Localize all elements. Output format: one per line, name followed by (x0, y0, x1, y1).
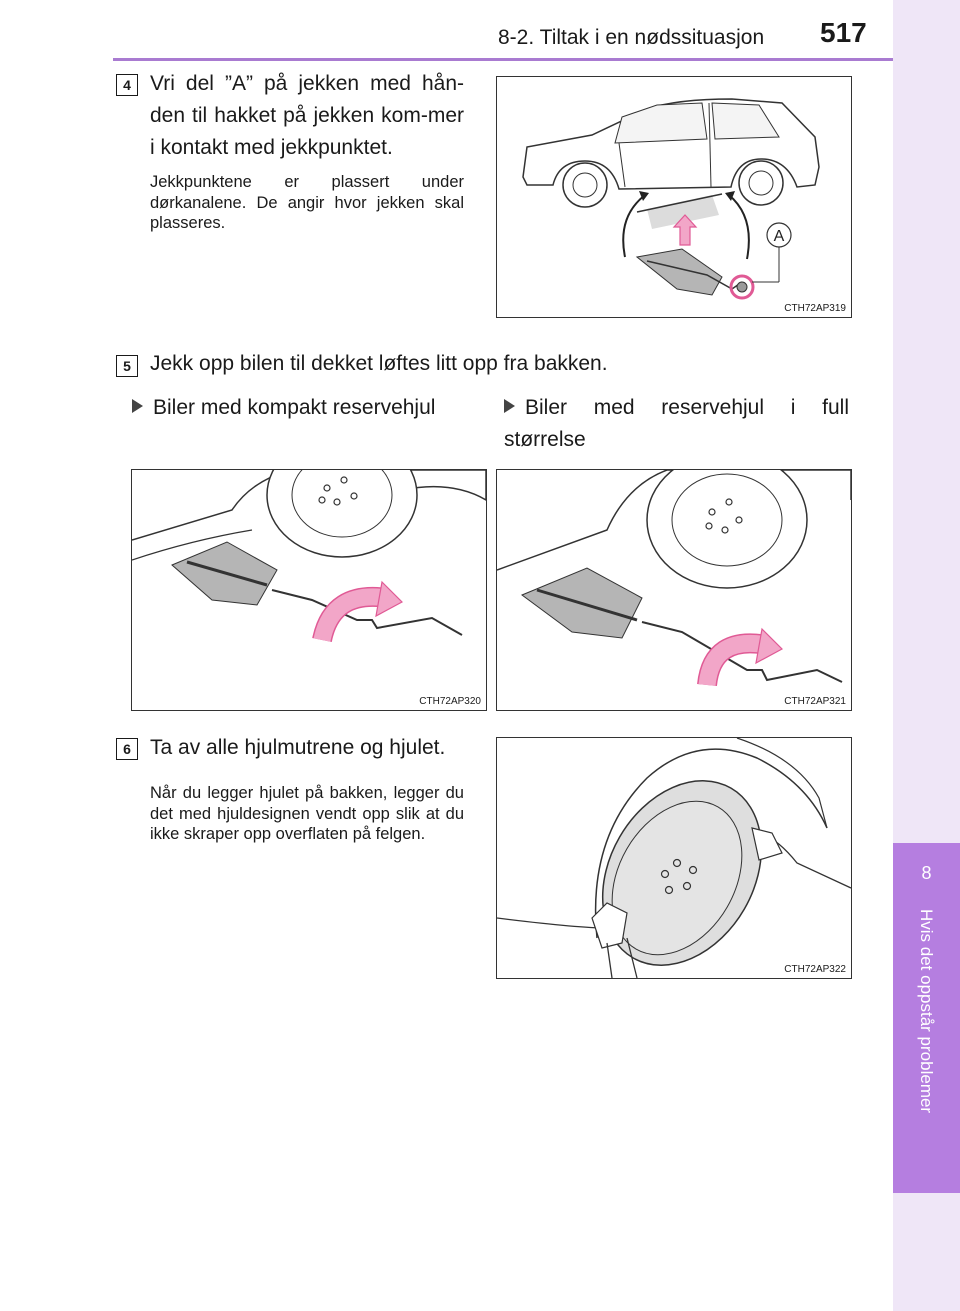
figure-code: CTH72AP322 (784, 964, 846, 975)
figure-jack-full-size-spare (496, 469, 852, 711)
variant-compact-spare (132, 392, 482, 424)
chapter-title-box (893, 903, 960, 1193)
page-number: 517 (820, 17, 867, 48)
chapter-number: 8 (893, 843, 960, 903)
step-number-6: 6 (116, 738, 138, 760)
figure-jack-compact-spare (131, 469, 487, 711)
figure-jack-under-car (496, 76, 852, 318)
step-number-5: 5 (116, 355, 138, 377)
chapter-tab-background (893, 0, 960, 840)
triangle-bullet-icon (504, 399, 515, 413)
chapter-title: Hvis det oppstår problemer (917, 909, 936, 1114)
section-title: 8-2. Tiltak i en nødssituasjon (498, 26, 765, 49)
callout-a-label: A (773, 228, 785, 245)
chapter-tab (893, 0, 960, 1311)
figure-code: CTH72AP319 (784, 303, 846, 314)
jack-compact-illustration (132, 470, 486, 710)
variant-full-size-spare (504, 392, 849, 456)
header-divider (113, 58, 893, 61)
figure-code: CTH72AP320 (419, 696, 481, 707)
triangle-bullet-icon (132, 399, 143, 413)
step-number-4: 4 (116, 74, 138, 96)
remove-wheel-illustration (497, 738, 851, 978)
step-5-instruction: Jekk opp bilen til dekket løftes litt opp fra bakken. (150, 352, 608, 375)
car-jack-illustration (497, 77, 851, 317)
variant-full-size-label: Biler med reservehjul i full størrelse (504, 396, 849, 451)
jack-full-size-illustration (497, 470, 851, 710)
variant-compact-label: Biler med kompakt reservehjul (153, 396, 436, 419)
step-4-instruction: Vri del ”A” på jekken med hån-den til hakket på jekken kom-mer i kontakt med jekkpunktet. (150, 72, 464, 159)
page-header (0, 0, 893, 60)
step-6-instruction: Ta av alle hjulmutrene og hjulet. (150, 736, 446, 759)
step-6-note: Når du legger hjulet på bakken, legger du det med hjuldesignen vendt opp slik at du ikke skraper opp overflaten på felgen. (150, 784, 464, 843)
figure-code: CTH72AP321 (784, 696, 846, 707)
figure-remove-wheel (496, 737, 852, 979)
step-4-note: Jekkpunktene er plassert under dørkanalene. De angir hvor jekken skal plasseres. (150, 173, 464, 232)
